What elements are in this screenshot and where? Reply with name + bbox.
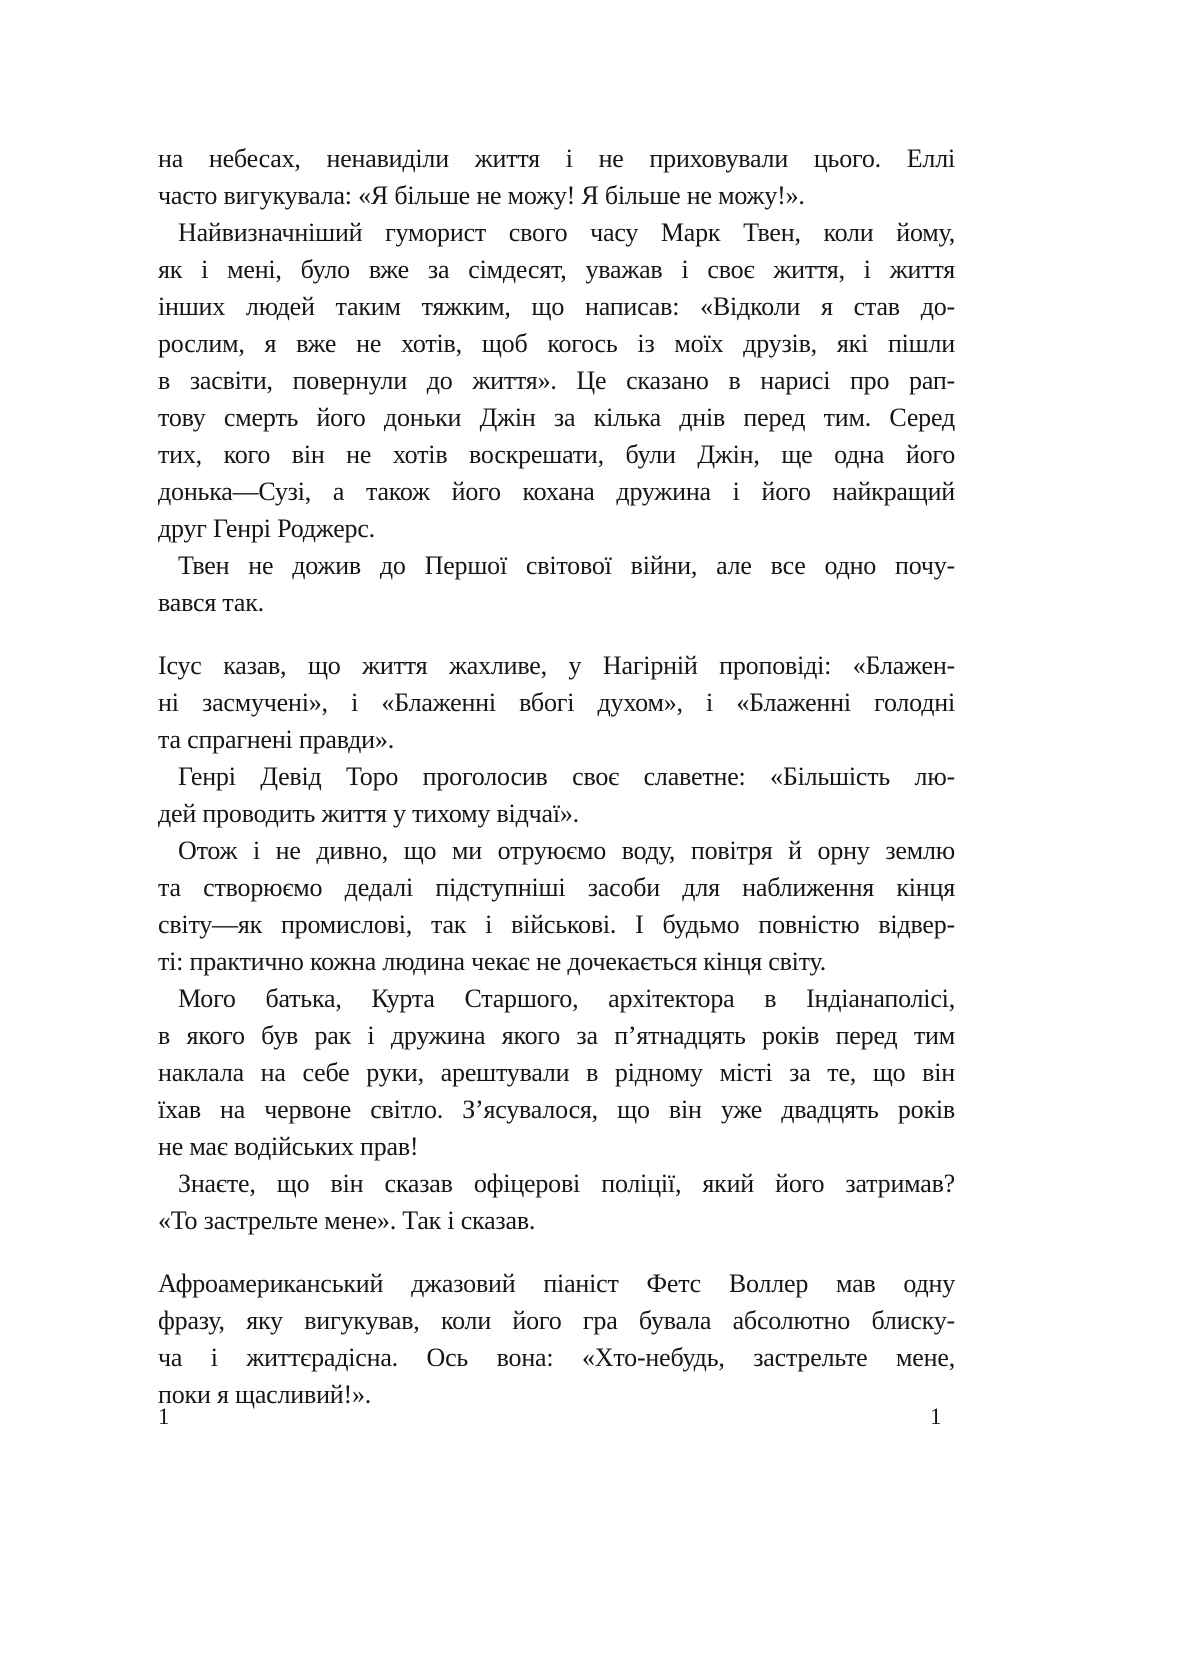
text-line: Знаєте, що він сказав офіцерові поліції, який його затримав? [178, 1169, 955, 1198]
text-line: Отож і не дивно, що ми отруюємо воду, повітря й орну землю [178, 836, 955, 865]
text-line: донька—Сузі, а також його кохана дружина і його найкращий [158, 477, 955, 506]
paragraph [158, 758, 955, 832]
text-line: не має водійських прав! [158, 1132, 419, 1161]
text-line: фразу, яку вигукував, коли його гра бувала абсолютно блиску- [158, 1306, 955, 1335]
text-line: друг Генрі Роджерс. [158, 514, 375, 543]
text-line: тих, кого він не хотів воскрешати, були Джін, ще одна його [158, 440, 955, 469]
text-line: світу—як промислові, так і військові. І будьмо повністю відвер- [158, 910, 955, 939]
text-line: Генрі Девід Торо проголосив своє славетне: «Більшість лю- [178, 762, 955, 791]
text-line: ті: практично кожна людина чекає не дочекається кінця світу. [158, 947, 827, 976]
paragraph [158, 1265, 955, 1413]
text-line: дей проводить життя у тихому відчаї». [158, 799, 579, 828]
paragraph [158, 214, 955, 547]
text-line: їхав на червоне світло. З’ясувалося, що він уже двадцять років [158, 1095, 955, 1124]
text-line: ча і життєрадісна. Ось вона: «Хто-небудь, застрельте мене, [158, 1343, 955, 1372]
page-footer [158, 1402, 955, 1432]
paragraph [158, 980, 955, 1165]
text-line: Найвизначніший гуморист свого часу Марк Твен, коли йому, [178, 218, 955, 247]
text-line: Ісус казав, що життя жахливе, у Нагірній проповіді: «Блажен- [158, 651, 955, 680]
text-line: «То застрельте мене». Так і сказав. [158, 1206, 536, 1235]
paragraph [158, 647, 955, 758]
folio-left: 1 [158, 1404, 170, 1429]
text-line: та спрагнені правди». [158, 725, 394, 754]
text-line: тову смерть його доньки Джін за кілька днів перед тим. Серед [158, 403, 955, 432]
text-line: як і мені, було вже за сімдесят, уважав і своє життя, і життя [158, 255, 955, 284]
text-line: в якого був рак і дружина якого за п’ятнадцять років перед тим [158, 1021, 955, 1050]
folio-right: 1 [930, 1404, 942, 1429]
paragraph [158, 140, 955, 214]
text-line: Мого батька, Курта Старшого, архітектора в Індіанаполісі, [178, 984, 955, 1013]
text-line: часто вигукувала: «Я більше не можу! Я більше не можу!». [158, 181, 805, 210]
text-line: рослим, я вже не хотів, щоб когось із моїх друзів, які пішли [158, 329, 955, 358]
text-block [158, 140, 955, 1413]
text-line: в засвіти, повернули до життя». Це сказано в нарисі про рап- [158, 366, 955, 395]
text-line: Афроамериканський джазовий піаніст Фетс Воллер мав одну [158, 1269, 955, 1298]
paragraph [158, 1165, 955, 1239]
paragraph [158, 832, 955, 980]
text-line: Твен не дожив до Першої світової війни, але все одно почу- [178, 551, 955, 580]
text-line: на небесах, ненавиділи життя і не приховували цього. Еллі [158, 144, 955, 173]
text-line: наклала на себе руки, арештували в рідному місті за те, що він [158, 1058, 955, 1087]
text-line: поки я щасливий!». [158, 1380, 372, 1409]
paragraph [158, 547, 955, 621]
text-line: та створюємо дедалі підступніші засоби для наближення кінця [158, 873, 955, 902]
text-line: вався так. [158, 588, 264, 617]
text-line: ні засмучені», і «Блаженні вбогі духом», і «Блаженні голодні [158, 688, 955, 717]
text-line: інших людей таким тяжким, що написав: «Відколи я став до- [158, 292, 955, 321]
